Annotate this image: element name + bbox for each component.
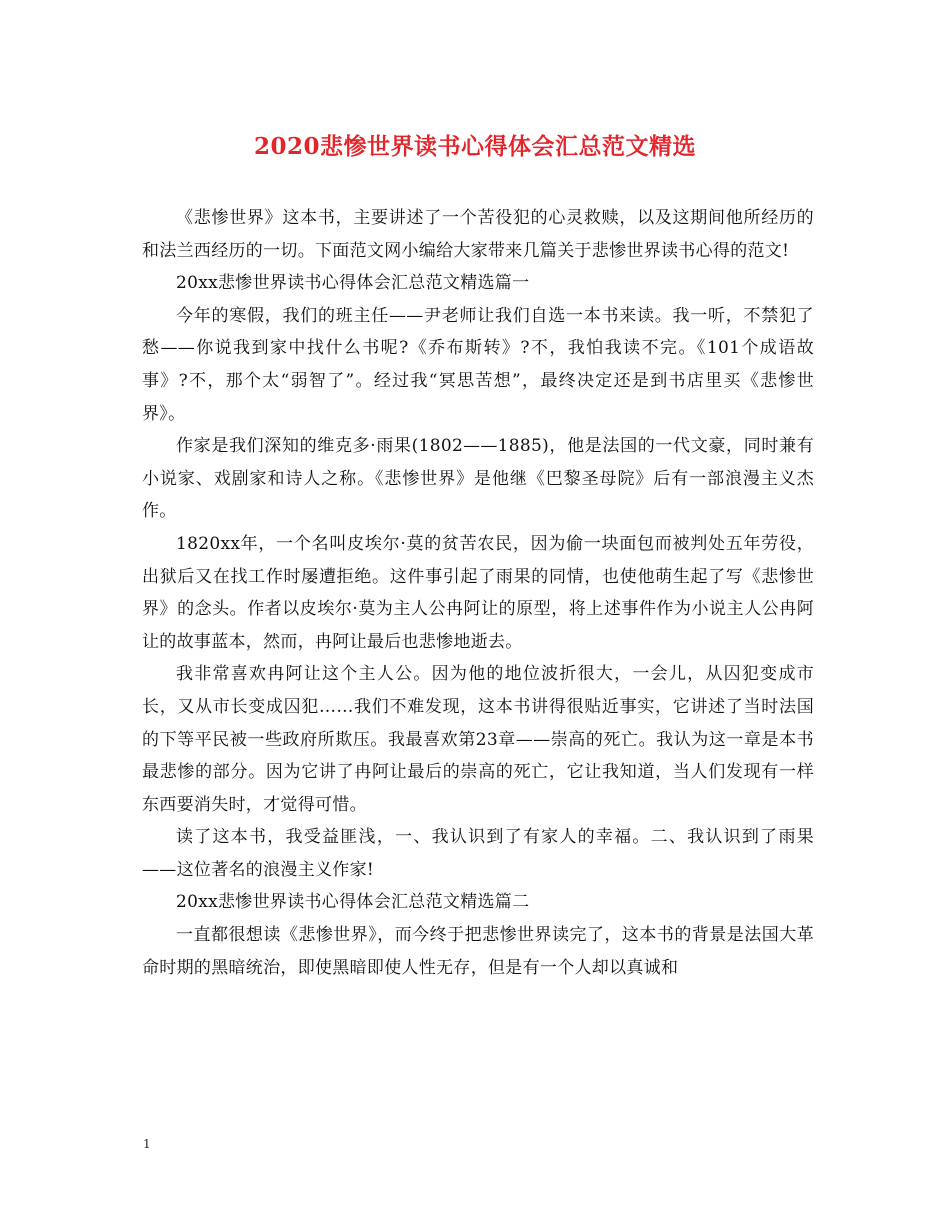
paragraph-2: 作家是我们深知的维克多·雨果(1802——1885)，他是法国的一代文豪，同时兼有小说家、戏剧家和诗人之称。《悲惨世界》是他继《巴黎圣母院》后有一部浪漫主义杰作。: [142, 436, 814, 522]
paragraph-6: 一直都很想读《悲惨世界》，而今终于把悲惨世界读完了，这本书的背景是法国大革命时期的黑暗统治，即使黑暗即使人性无存，但是有一个人却以真诚和: [142, 925, 814, 978]
section-heading-1: 20xx悲惨世界读书心得体会汇总范文精选篇一: [176, 273, 530, 294]
page-number: 1: [143, 1137, 151, 1151]
paragraph-5: 读了这本书，我受益匪浅，一、我认识到了有家人的幸福。二、我认识到了雨果——这位著名的浪漫主义作家!: [142, 827, 814, 880]
paragraph-3: 1820xx年，一个名叫皮埃尔·莫的贫苦农民，因为偷一块面包而被判处五年劳役，出狱后又在找工作时屡遭拒绝。这件事引起了雨果的同情，也使他萌生起了写《悲惨世界》的念头。作者以皮埃尔·莫为主人公冉阿让的原型，将上述事件作为小说主人公冉阿让的故事蓝本，然而，冉阿让最后也悲惨地逝去。: [142, 533, 814, 652]
paragraph-4: 我非常喜欢冉阿让这个主人公。因为他的地位波折很大，一会儿，从囚犯变成市长，又从市长变成囚犯……我们不难发现，这本书讲得很贴近事实，它讲述了当时法国的下等平民被一些政府所欺压。我最喜欢第23章——崇高的死亡。我认为这一章是本书最悲惨的部分。因为它讲了冉阿让最后的崇高的死亡，它让我知道，当人们发现有一样东西要消失时，才觉得可惜。: [142, 664, 814, 815]
document-title: 2020悲惨世界读书心得体会汇总范文精选: [253, 133, 696, 160]
paragraph-intro: 《悲惨世界》这本书，主要讲述了一个苦役犯的心灵救赎，以及这期间他所经历的和法兰西经历的一切。下面范文网小编给大家带来几篇关于悲惨世界读书心得的范文!: [142, 208, 814, 261]
paragraph-1: 今年的寒假，我们的班主任——尹老师让我们自选一本书来读。我一听，不禁犯了愁——你说我到家中找什么书呢?《乔布斯转》?不，我怕我读不完。《101个成语故事》?不，那个太“弱智了”。经过我“冥思苦想”，最终决定还是到书店里买《悲惨世界》。: [142, 305, 814, 424]
document-body: [142, 202, 814, 984]
section-heading-2: 20xx悲惨世界读书心得体会汇总范文精选篇二: [176, 892, 530, 913]
